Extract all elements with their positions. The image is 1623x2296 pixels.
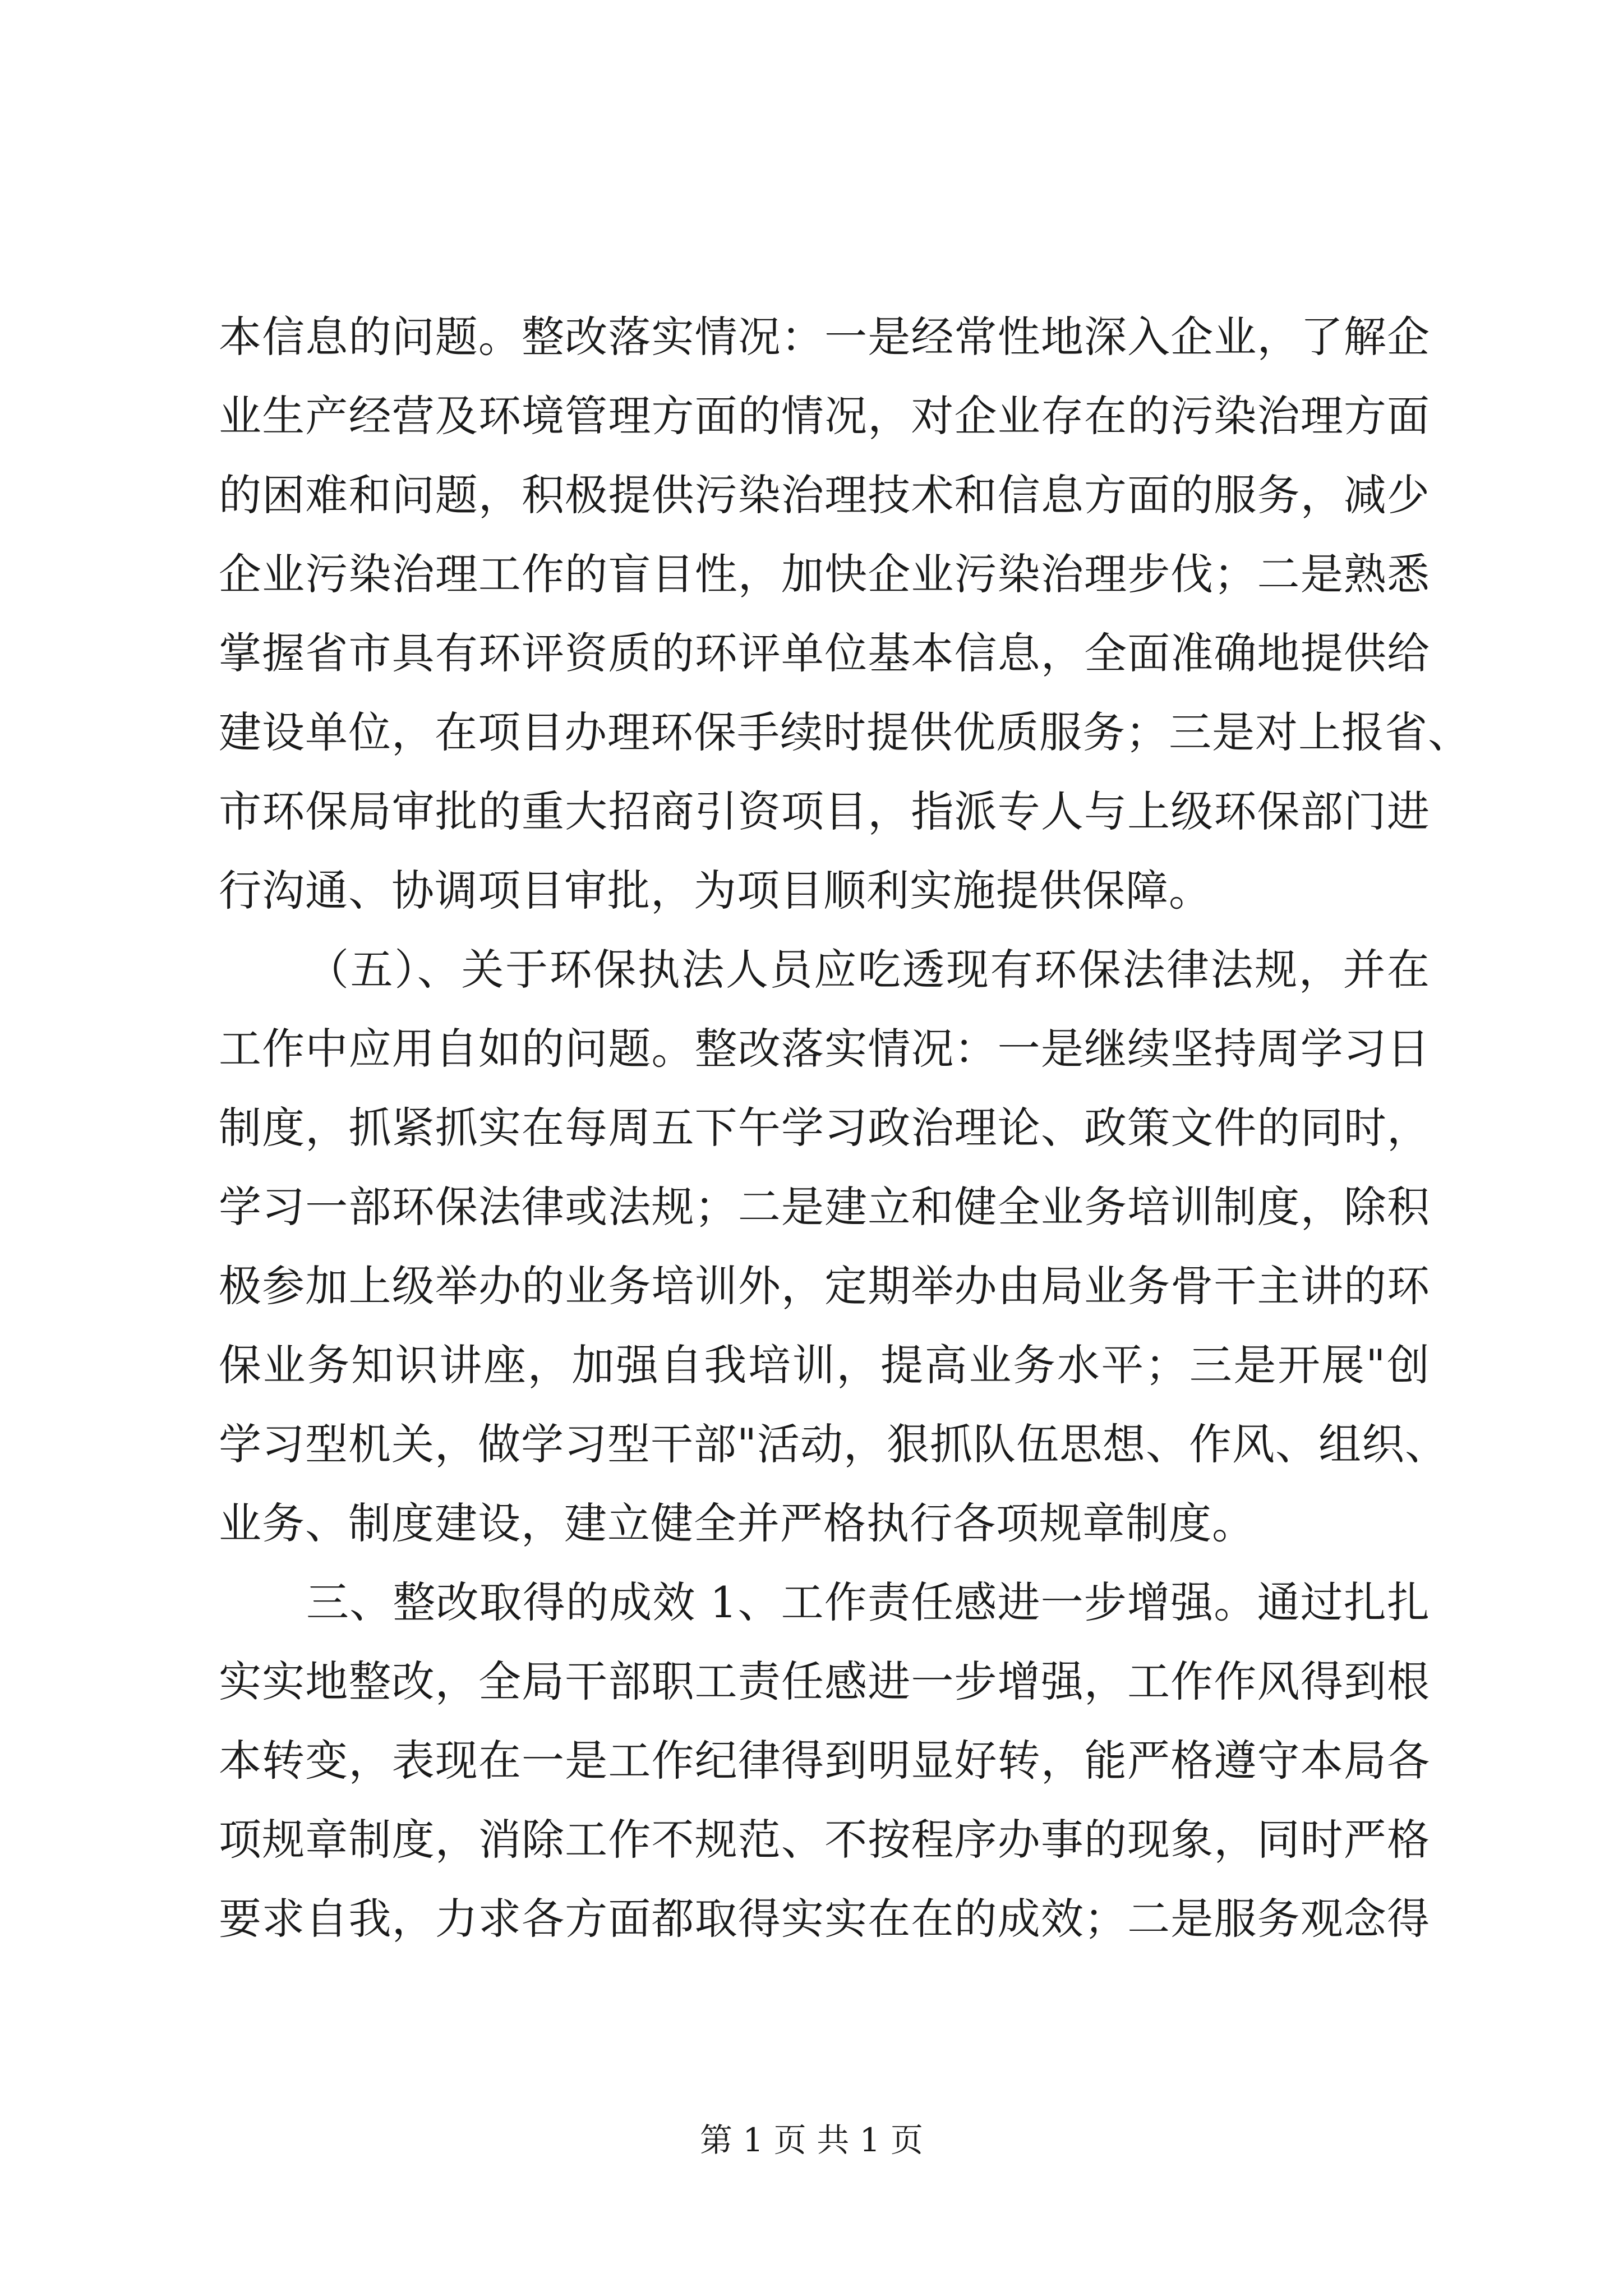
text-line: 业生产经营及环境管理方面的情况，对企业存在的污染治理方面: [219, 391, 1430, 441]
text-line: 要求自我，力求各方面都取得实实在在的成效；二是服务观念得: [219, 1894, 1430, 1944]
text-line: 制度，抓紧抓实在每周五下午学习政治理论、政策文件的同时，: [219, 1103, 1430, 1153]
text-line: （五）、关于环保执法人员应吃透现有环保法律法规，并在: [306, 945, 1430, 995]
text-line: 的困难和问题，积极提供污染治理技术和信息方面的服务，减少: [219, 470, 1430, 520]
text-line: 企业污染治理工作的盲目性，加快企业污染治理步伐；二是熟悉: [219, 549, 1430, 599]
page-number-label: 第 1 页 共 1 页: [700, 2121, 923, 2159]
text-line: 本转变，表现在一是工作纪律得到明显好转，能严格遵守本局各: [219, 1736, 1430, 1786]
paragraph-3: [219, 1563, 1430, 1958]
text-line: 实实地整改，全局干部职工责任感进一步增强，工作作风得到根: [219, 1657, 1430, 1706]
paragraph-1: [219, 297, 1471, 930]
text-line: 掌握省市具有环评资质的环评单位基本信息，全面准确地提供给: [219, 628, 1430, 678]
text-line: 工作中应用自如的问题。整改落实情况：一是继续坚持周学习日: [219, 1024, 1430, 1074]
paragraph-2: [219, 930, 1448, 1563]
text-line: 市环保局审批的重大招商引资项目，指派专人与上级环保部门进: [219, 786, 1430, 836]
text-line: 业务、制度建设，建立健全并严格执行各项规章制度。: [219, 1498, 1255, 1548]
text-line: 建设单位，在项目办理环保手续时提供优质服务；三是对上报省、: [219, 707, 1471, 757]
text-line: 本信息的问题。整改落实情况：一是经常性地深入企业，了解企: [219, 312, 1430, 362]
document-body: [219, 297, 1471, 1958]
text-line: 极参加上级举办的业务培训外，定期举办由局业务骨干主讲的环: [219, 1261, 1430, 1311]
text-line: 项规章制度，消除工作不规范、不按程序办事的现象，同时严格: [219, 1815, 1430, 1865]
text-line: 学习型机关，做学习型干部"活动，狠抓队伍思想、作风、组织、: [219, 1419, 1448, 1469]
page-footer: [0, 2118, 1623, 2162]
text-line: 行沟通、协调项目审批，为项目顺利实施提供保障。: [219, 866, 1212, 915]
text-line: 三、整改取得的成效 1、工作责任感进一步增强。通过扎扎: [306, 1577, 1430, 1627]
text-line: 学习一部环保法律或法规；二是建立和健全业务培训制度，除积: [219, 1182, 1430, 1232]
text-line: 保业务知识讲座，加强自我培训，提高业务水平；三是开展"创: [219, 1340, 1430, 1390]
